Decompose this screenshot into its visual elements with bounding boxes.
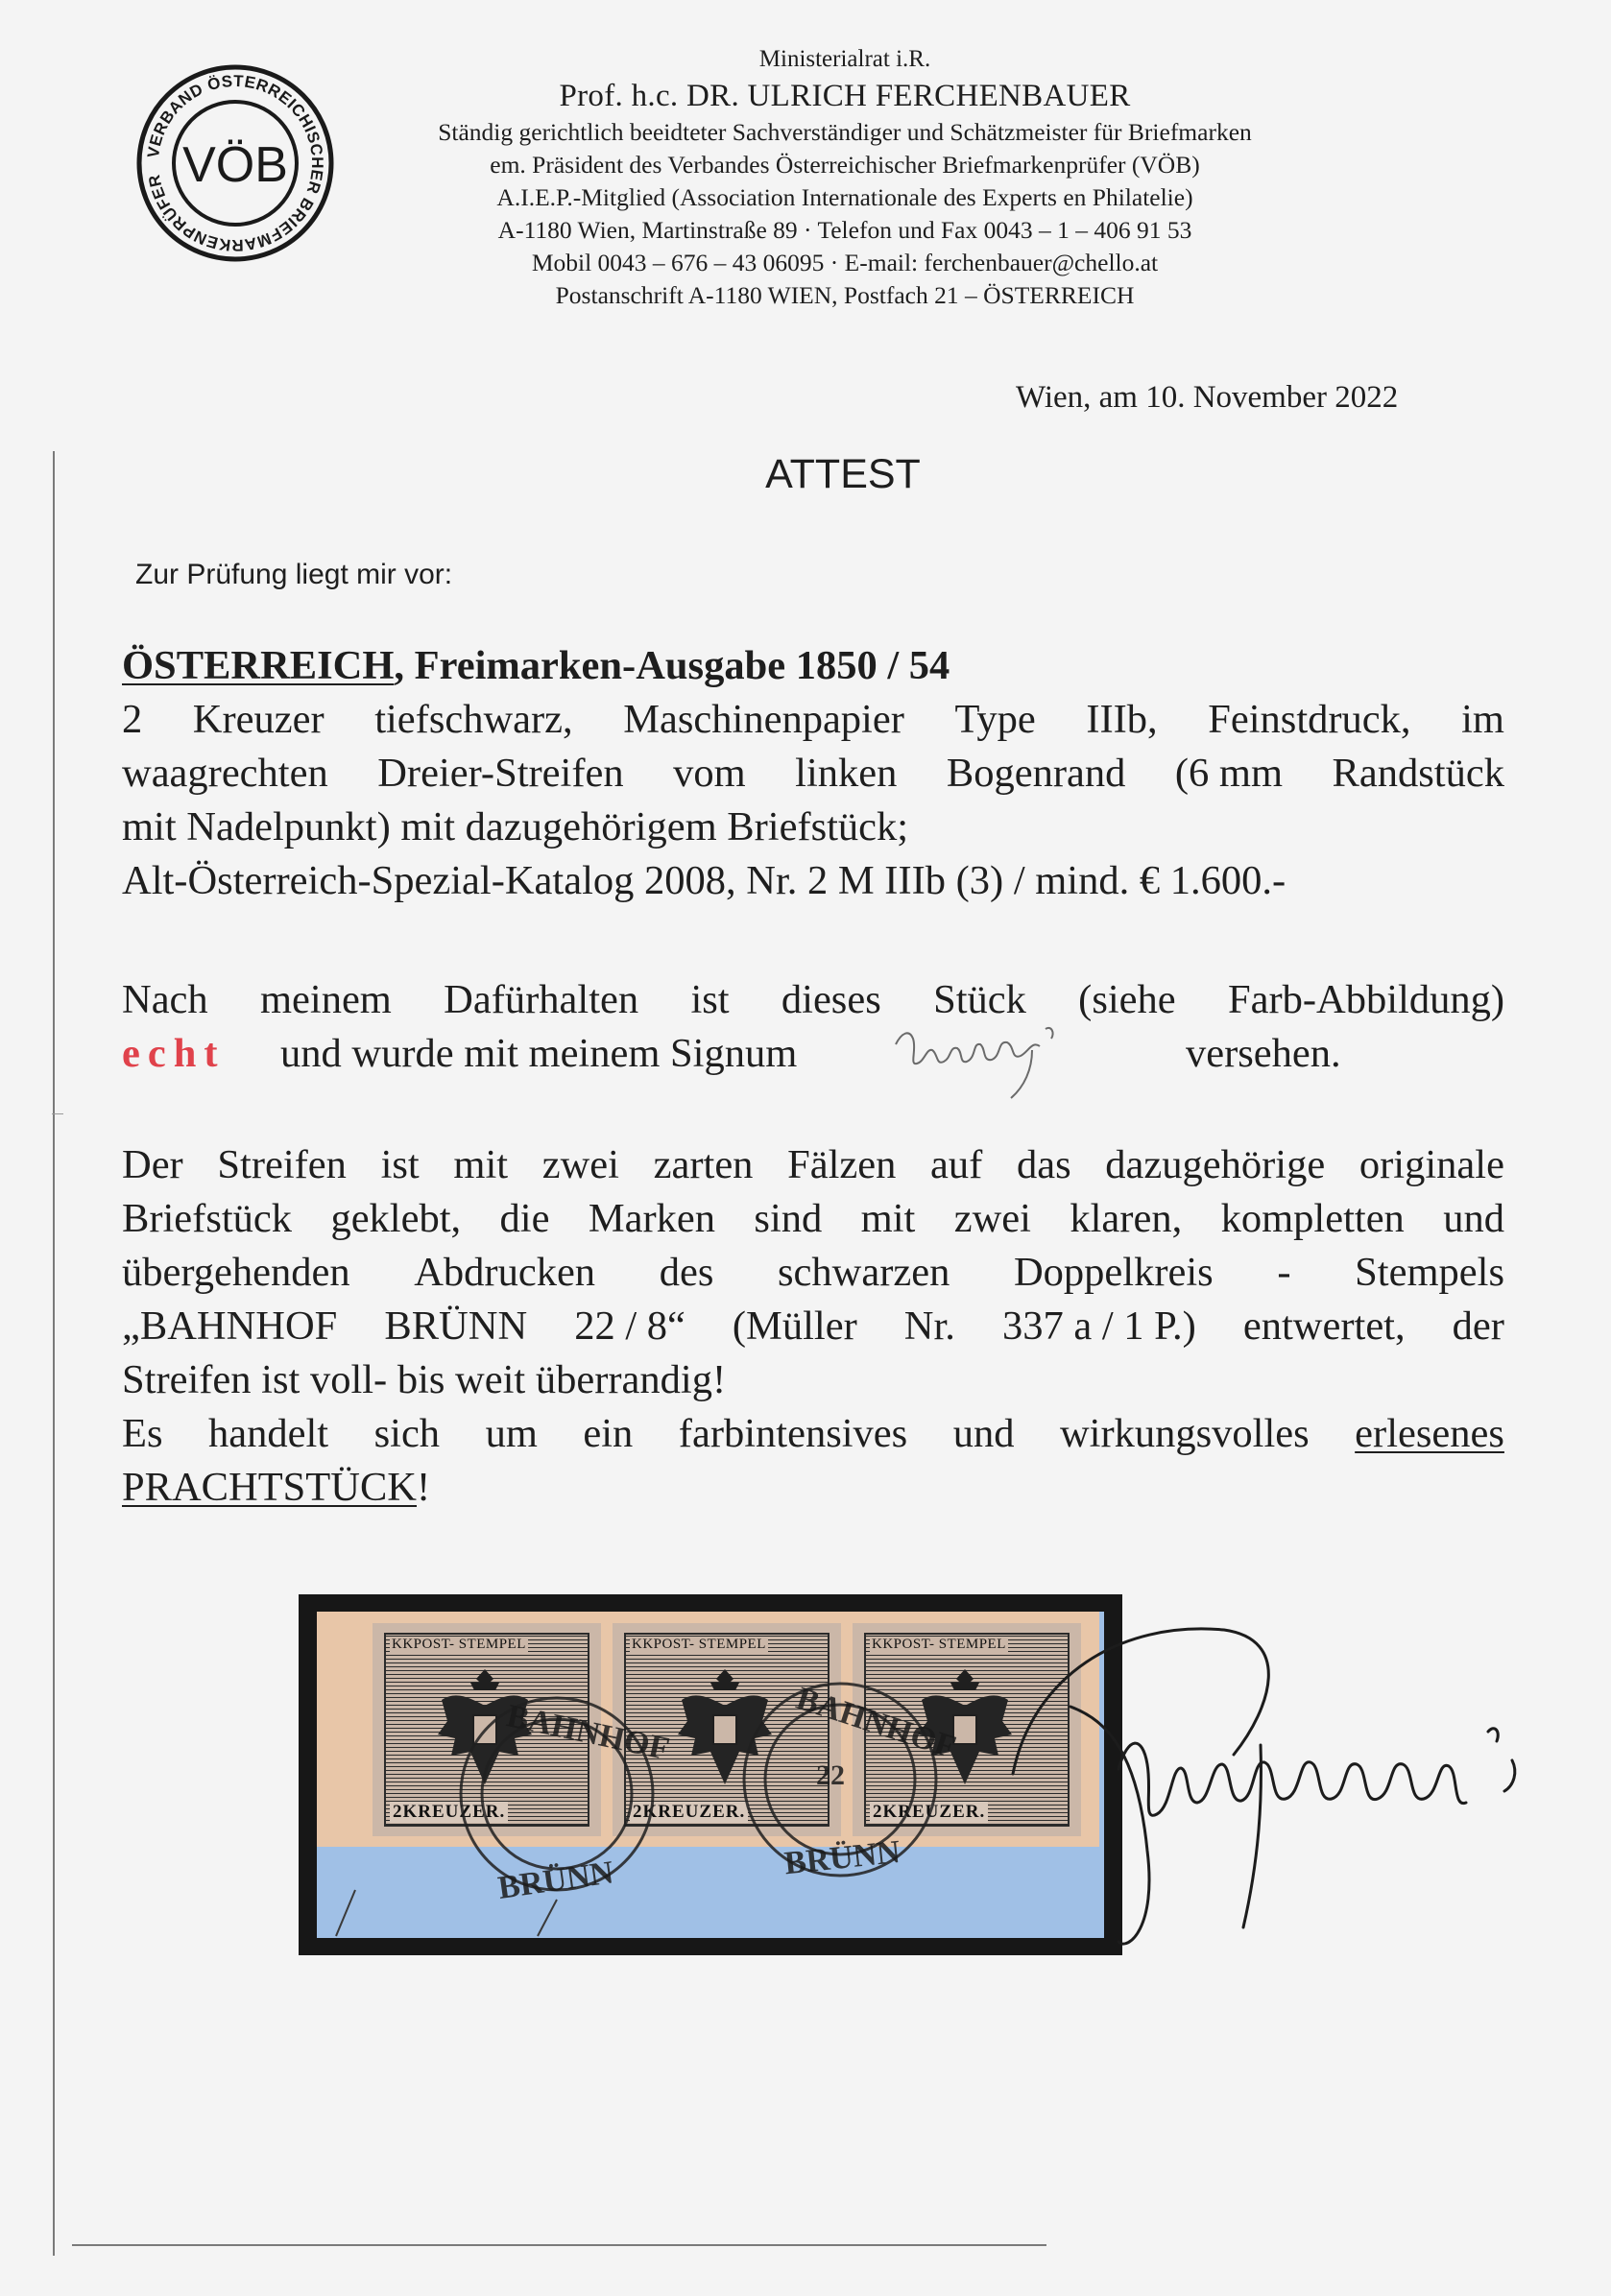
header-line: Ständig gerichtlich beeidteter Sachverständiger und Schätzmeister für Briefmarken xyxy=(438,118,1252,146)
intro-text: Zur Prüfung liegt mir vor: xyxy=(135,559,453,590)
item-heading xyxy=(122,639,1504,693)
expert-signature xyxy=(974,1563,1599,1966)
seal-ring-text: VERBAND ÖSTERREICHISCHER BRIEFMARKENPRÜFER xyxy=(144,71,327,255)
header-line: Mobil 0043 – 676 – 43 06095 · E-mail: ferchenbauer@chello.at xyxy=(531,249,1159,276)
header-line: Postanschrift A-1180 WIEN, Postfach 21 – ÖSTERREICH xyxy=(555,281,1135,309)
erlesenes-underlined: erlesenes xyxy=(1355,1411,1504,1456)
opinion-line xyxy=(122,1027,1504,1081)
letterhead xyxy=(365,43,1325,312)
description-line: Es handelt sich um ein farbintensives und wirkungsvolles erlesenes xyxy=(122,1407,1504,1461)
small-signature xyxy=(888,1016,1138,1104)
header-name: Prof. h.c. DR. ULRICH FERCHENBAUER xyxy=(559,79,1131,113)
stamp-value-label: 2KREUZER. xyxy=(870,1802,988,1823)
cancel-date: 22 xyxy=(816,1759,845,1791)
description-line: Briefstück geklebt, die Marken sind mit zwei klaren, kompletten und xyxy=(122,1196,1504,1241)
header-line: em. Präsident des Verbandes Österreichischer Briefmarkenprüfer (VÖB) xyxy=(490,151,1200,179)
header-line: A-1180 Wien, Martinstraße 89 · Telefon und Fax 0043 – 1 – 406 91 53 xyxy=(497,216,1192,244)
item-issue: , Freimarken-Ausgabe 1850 / 54 xyxy=(394,643,950,688)
signum-text: und wurde mit meinem Signum xyxy=(280,1031,798,1076)
stamp-top-label: KKPOST- STEMPEL xyxy=(392,1637,526,1652)
header-title-line: Ministerialrat i.R. xyxy=(758,46,931,72)
fold-line-vertical xyxy=(53,451,55,2256)
item-line: mit Nadelpunkt) mit dazugehörigem Briefstück; xyxy=(122,804,909,849)
seal-center-text: VÖB xyxy=(182,137,288,193)
certificate-title: ATTEST xyxy=(765,451,921,497)
header-line: A.I.E.P.-Mitglied (Association Internationale des Experts en Philatelie) xyxy=(496,183,1193,211)
item-country: ÖSTERREICH xyxy=(122,643,395,688)
opinion-line: Nach meinem Dafürhalten ist dieses Stück (siehe Farb-Abbildung) xyxy=(122,977,1504,1022)
item-catalog-line: Alt-Österreich-Spezial-Katalog 2008, Nr. 2 M IIIb (3) / mind. € 1.600.- xyxy=(122,858,1286,903)
prachtstueck-underlined: PRACHTSTÜCK xyxy=(122,1465,418,1510)
description-line: Der Streifen ist mit zwei zarten Fälzen auf das dazugehörige originale xyxy=(122,1142,1504,1187)
fold-mark xyxy=(52,1113,63,1114)
item-line: waagrechten Dreier-Streifen vom linken Bogenrand (6 mm Randstück xyxy=(122,751,1504,796)
echt-verdict: echt xyxy=(122,1031,226,1076)
description-line: übergehenden Abdrucken des schwarzen Doppelkreis - Stempels xyxy=(122,1250,1504,1295)
cancel-text: BAHNHOF xyxy=(503,1698,673,1768)
stamp-value-label: 2KREUZER. xyxy=(630,1802,748,1823)
cancel-text: BRÜNN xyxy=(782,1833,902,1882)
stamp-top-label: KKPOST- STEMPEL xyxy=(632,1637,766,1652)
stamp-top-label: KKPOST- STEMPEL xyxy=(872,1637,1006,1652)
item-description xyxy=(122,639,1504,908)
voeb-seal-logo xyxy=(134,62,336,264)
stamp-value-label: 2KREUZER. xyxy=(390,1802,508,1823)
description-line: „BAHNHOF BRÜNN 22 / 8“ (Müller Nr. 337 a / 1 P.) entwertet, der xyxy=(122,1303,1504,1349)
versehen-text: versehen. xyxy=(1186,1031,1341,1076)
cancel-text: BRÜNN xyxy=(495,1854,616,1906)
item-line: 2 Kreuzer tiefschwarz, Maschinenpapier Type IIIb, Feinstdruck, im xyxy=(122,697,1504,742)
cancel-text: BAHNHOF xyxy=(791,1680,960,1766)
description-line: PRACHTSTÜCK! xyxy=(122,1465,431,1510)
fold-line-horizontal xyxy=(72,2244,1046,2246)
condition-description xyxy=(122,1138,1504,1515)
description-line: Streifen ist voll- bis weit überrandig! xyxy=(122,1357,727,1402)
opinion-block xyxy=(122,973,1504,1081)
certificate-date: Wien, am 10. November 2022 xyxy=(1016,380,1399,415)
